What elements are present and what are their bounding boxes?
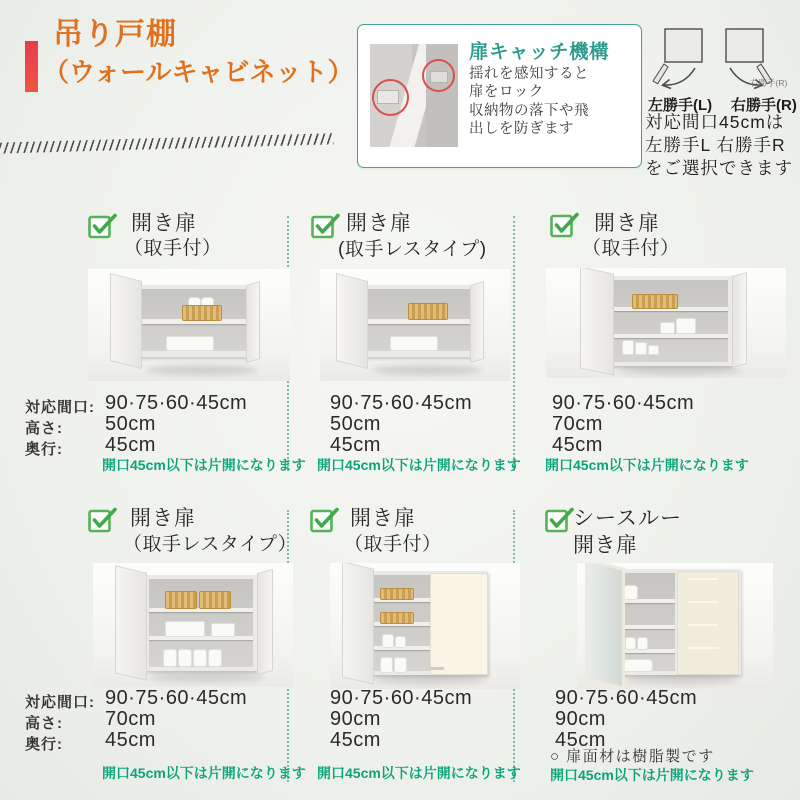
highlight-circle-right [422,59,455,92]
single-door-note: 開口45cm以下は片開になります [102,457,306,473]
single-door-note: 開口45cm以下は片開になります [550,767,754,783]
product-card [20,500,306,790]
spec-label-height: 高さ: [25,715,63,732]
page-title [43,18,354,87]
checkbox-icon [88,506,118,533]
spec-value-height: 50cm [330,413,381,435]
product-title: 開き扉 [130,507,196,530]
spec-value-depth: 45cm [330,434,381,456]
product-title: シースルー [573,507,682,530]
single-door-note: 開口45cm以下は片開になります [102,765,306,781]
product-card [540,500,795,790]
spec-value-depth: 45cm [105,729,156,751]
catch-desc-line1: 揺れを感知すると [469,66,589,82]
spec-value-height: 70cm [552,413,603,435]
right-hinge-label: 右勝手(R) [731,97,797,114]
checkbox-icon [311,212,341,239]
product-photo-open-cabinet-50cm [88,269,290,381]
product-card [20,205,306,475]
hinge-note-line3: をご選択できます [645,158,793,179]
glass-door-closed [677,571,739,675]
spec-value-width: 90·75·60·45cm [105,687,248,709]
product-title: 開き扉 [594,212,660,235]
spec-label-depth: 奥行: [25,441,63,458]
resin-material-note: ○ 扉面材は樹脂製です [550,748,715,765]
left-hinge-diagram-icon [648,26,710,92]
spec-label-width: 対応間口: [25,399,95,416]
page-title-line1: 吊り戸棚 [53,18,177,51]
spec-value-width: 90·75·60·45cm [330,392,473,414]
checkbox-icon [545,506,575,533]
checkbox-icon [310,506,340,533]
product-subtitle: （取手レスタイプ） [123,534,298,555]
single-door-note: 開口45cm以下は片開になります [317,457,521,473]
title-accent-bar [25,41,38,92]
catch-desc-line3: 収納物の落下や飛 [469,102,589,119]
spec-value-height: 90cm [555,708,606,730]
checkbox-icon [88,212,118,239]
highlight-circle-left [372,79,409,116]
spec-value-width: 90·75·60·45cm [552,392,695,414]
product-card [540,205,795,475]
door-catch-feature-panel [357,24,642,168]
product-photo-open-cabinet-70cm [546,268,786,378]
spec-value-depth: 45cm [330,729,381,751]
catch-desc-line4: 出しを防ぎます [469,120,574,137]
product-subtitle: （取手付） [582,238,680,259]
product-photo-open-cabinet-90cm [330,563,520,689]
hinge-note-line1: 対応間口45cmは [645,112,785,132]
spec-value-depth: 45cm [552,434,603,456]
spec-value-depth: 45cm [555,729,606,751]
product-subtitle: (取手レスタイプ) [338,239,487,260]
spec-value-width: 90·75·60·45cm [555,687,698,709]
page-title-line2: （ウォールキャビネット） [43,57,354,87]
catch-feature-description [469,65,589,138]
spec-label-width: 対応間口: [25,694,95,711]
product-subtitle: （取手付） [344,534,442,555]
hinge-selection-note [645,111,793,180]
right-hinge-small-label: 右勝手(R) [750,78,788,88]
column-separator [513,216,515,471]
product-photo-open-cabinet-50cm [320,269,510,381]
door-catch-photo [370,44,458,147]
single-door-note: 開口45cm以下は片開になります [317,765,521,781]
spec-label-depth: 奥行: [25,736,63,753]
product-photo-open-cabinet-70cm [93,563,293,687]
spec-value-height: 70cm [105,708,156,730]
product-subtitle: （取手付） [124,238,222,259]
left-hinge-label: 左勝手(L) [648,97,713,114]
spec-value-depth: 45cm [105,434,156,456]
door-handle [430,667,444,670]
catch-desc-line2: 扉をロック [469,84,544,101]
spec-value-height: 90cm [330,708,381,730]
checkbox-icon [550,211,580,238]
spec-label-height: 高さ: [25,420,63,437]
product-title: 開き扉 [346,212,412,235]
glass-door-open [585,563,625,689]
product-photo-see-through-cabinet [577,563,773,689]
hinge-note-line2: 左勝手L 右勝手R [645,135,786,156]
catch-feature-title: 扉キャッチ機構 [469,41,610,63]
spec-value-height: 50cm [105,413,156,435]
spec-value-width: 90·75·60·45cm [105,392,248,414]
single-door-note: 開口45cm以下は片開になります [545,457,749,473]
product-card [300,500,521,790]
product-title: 開き扉 [131,212,197,235]
diagonal-hatch-divider [0,133,334,153]
product-title: 開き扉 [350,507,416,530]
spec-value-width: 90·75·60·45cm [330,687,473,709]
product-card [300,205,521,475]
product-subtitle: 開き扉 [573,534,638,557]
